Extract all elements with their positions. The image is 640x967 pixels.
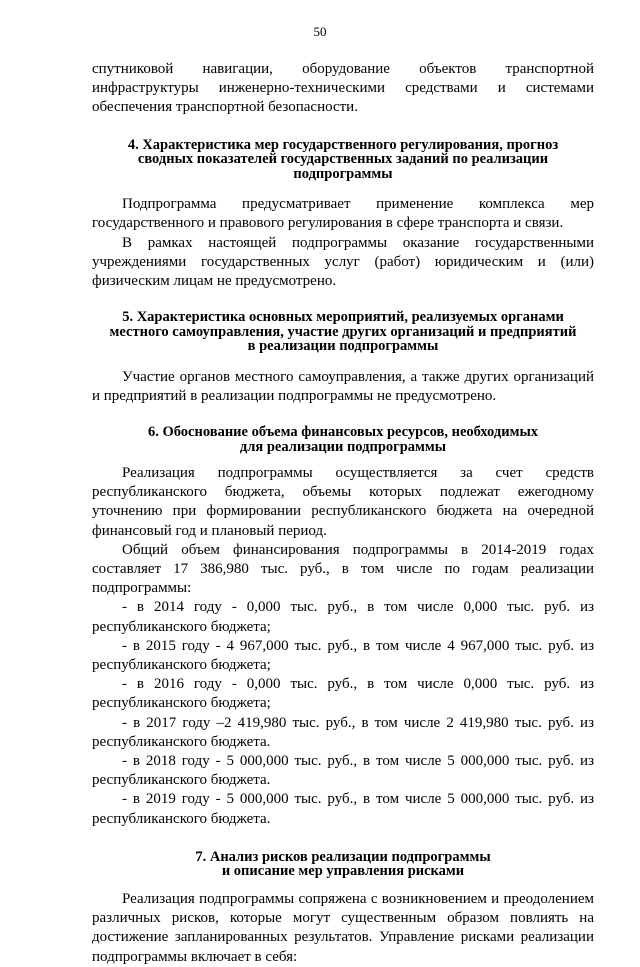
funding-list-item: - в 2014 году - 0,000 тыс. руб., в том числе 0,000 тыс. руб. из республиканского бюджета; bbox=[92, 599, 594, 635]
section-7-paragraph: Реализация подпрограммы сопряжена с возникновением и преодолением различных рисков, которые могут существенным образом повлиять на достижение запланированных результатов. Управление рисками реализации подпрограммы включает в себя: bbox=[92, 890, 594, 965]
funding-list-item: - в 2016 году - 0,000 тыс. руб., в том числе 0,000 тыс. руб. из республиканского бюджета; bbox=[92, 676, 594, 712]
heading-line: 6. Обоснование объема финансовых ресурсов, необходимых bbox=[147, 424, 539, 441]
section-6-paragraph: Общий объем финансирования подпрограммы в 2014-2019 годах составляет 17 386,980 тыс. руб., в том числе по годам реализации подпрограммы: bbox=[92, 541, 594, 597]
funding-list-item: - в 2015 году - 4 967,000 тыс. руб., в том числе 4 967,000 тыс. руб. из республиканского бюджета; bbox=[92, 637, 594, 674]
heading-line: сводных показателей государственных заданий по реализации bbox=[137, 151, 549, 168]
heading-line: 7. Анализ рисков реализации подпрограммы bbox=[195, 848, 491, 865]
page-content bbox=[92, 60, 594, 967]
section-5-heading bbox=[92, 310, 594, 354]
section-7-heading bbox=[92, 850, 594, 879]
heading-line: местного самоуправления, участие других организаций и предприятий bbox=[109, 323, 577, 340]
section-5-paragraph: Участие органов местного самоуправления, а также других организаций и предприятий в реализации подпрограммы не предусмотрено. bbox=[92, 368, 594, 404]
heading-line: 5. Характеристика основных мероприятий, реализуемых органами bbox=[122, 309, 564, 326]
section-6-paragraph: Реализация подпрограммы осуществляется за счет средств республиканского бюджета, объемы которых подлежат ежегодному уточнению при формировании республиканского бюджета на очередной финансовый год и плановый период. bbox=[92, 465, 594, 539]
funding-list-item: - в 2019 году - 5 000,000 тыс. руб., в том числе 5 000,000 тыс. руб. из республиканского бюджета. bbox=[92, 791, 594, 827]
funding-list-item: - в 2018 году - 5 000,000 тыс. руб., в том числе 5 000,000 тыс. руб. из республиканского бюджета. bbox=[92, 753, 594, 789]
heading-line: 4. Характеристика мер государственного регулирования, прогноз bbox=[127, 136, 559, 153]
section-4-paragraph: Подпрограмма предусматривает применение комплекса мер государственного и правового регулирования в сфере транспорта и связи. bbox=[92, 196, 594, 232]
section-4-paragraph: В рамках настоящей подпрограммы оказание государственными учреждениями государственных услуг (работ) юридическим и (или) физическим лицам не предусмотрено. bbox=[92, 234, 594, 289]
section-4-heading bbox=[92, 138, 594, 182]
heading-line: и описание мер управления рисками bbox=[221, 863, 465, 880]
continuation-paragraph: спутниковой навигации, оборудование объектов транспортной инфраструктуры инженерно-техническими средствами и системами обеспечения транспортной безопасности. bbox=[92, 61, 594, 116]
page-number: 50 bbox=[313, 24, 327, 39]
heading-line: подпрограммы bbox=[293, 165, 393, 182]
section-6-heading bbox=[92, 425, 594, 454]
funding-by-year-list bbox=[92, 598, 594, 828]
heading-line: в реализации подпрограммы bbox=[247, 338, 439, 355]
funding-list-item: - в 2017 году –2 419,980 тыс. руб., в том числе 2 419,980 тыс. руб. из республиканского бюджета. bbox=[92, 714, 594, 750]
heading-line: для реализации подпрограммы bbox=[239, 438, 447, 455]
